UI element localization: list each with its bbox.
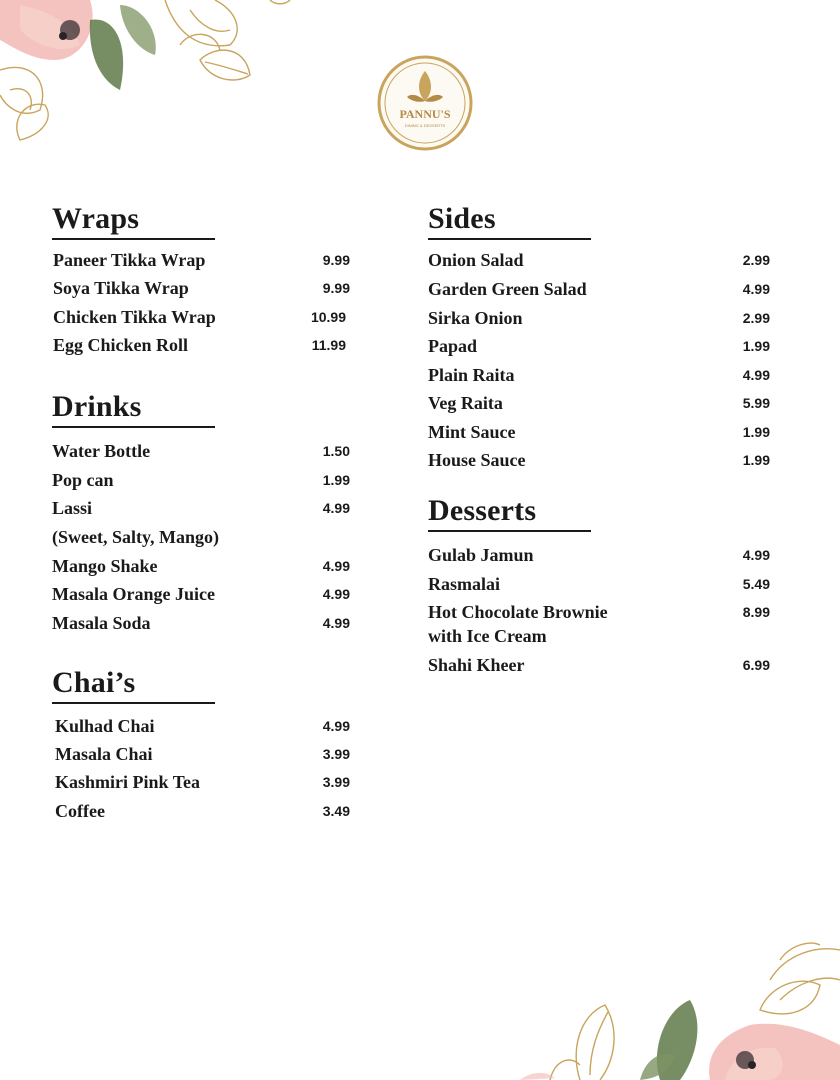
item-name: Egg Chicken Roll bbox=[53, 335, 189, 355]
item-name: Shahi Kheer bbox=[428, 655, 525, 675]
item-name: Rasmalai bbox=[428, 574, 500, 594]
item-name: Gulab Jamun bbox=[428, 545, 534, 565]
item-name: House Sauce bbox=[428, 450, 526, 470]
item-name: Garden Green Salad bbox=[428, 279, 587, 299]
floral-decoration-bottom-right bbox=[520, 940, 840, 1080]
logo-name: PANNU'S bbox=[399, 107, 451, 121]
item-price: 4.99 bbox=[322, 586, 350, 602]
item-price: 2.99 bbox=[742, 252, 770, 268]
item-price: 4.99 bbox=[322, 718, 350, 734]
item-price: 10.99 bbox=[310, 309, 346, 325]
section-title-drinks: Drinks bbox=[52, 392, 215, 428]
section-sides bbox=[428, 204, 770, 474]
item-name: Kashmiri Pink Tea bbox=[55, 772, 201, 792]
item-name: Onion Salad bbox=[428, 250, 524, 270]
item-price: 11.99 bbox=[311, 337, 346, 353]
item-name: (Sweet, Salty, Mango) bbox=[52, 527, 219, 547]
logo-tagline: DINING & DESSERTS bbox=[404, 123, 446, 128]
item-price: 9.99 bbox=[322, 280, 350, 296]
item-price: 4.99 bbox=[742, 281, 770, 297]
section-chais bbox=[52, 668, 352, 828]
item-price: 1.99 bbox=[742, 452, 770, 468]
item-name: Masala Soda bbox=[52, 613, 151, 633]
item-price: 1.99 bbox=[742, 338, 770, 354]
item-price: 9.99 bbox=[322, 252, 350, 268]
item-name: Mango Shake bbox=[52, 556, 158, 576]
item-price: 3.49 bbox=[322, 803, 350, 819]
item-name: Veg Raita bbox=[428, 393, 503, 413]
item-name: Hot Chocolate Brownie bbox=[428, 602, 608, 622]
item-name: Mint Sauce bbox=[428, 422, 516, 442]
item-name: Paneer Tikka Wrap bbox=[53, 250, 206, 270]
section-title-chais: Chai’s bbox=[52, 668, 215, 704]
item-name: Plain Raita bbox=[428, 365, 515, 385]
item-price: 5.49 bbox=[742, 576, 770, 592]
section-desserts bbox=[428, 496, 770, 686]
section-drinks bbox=[52, 392, 352, 642]
section-title-desserts: Desserts bbox=[428, 496, 591, 532]
item-price: 1.99 bbox=[322, 472, 350, 488]
item-name: Chicken Tikka Wrap bbox=[53, 307, 216, 327]
item-price: 4.99 bbox=[742, 367, 770, 383]
item-name: Papad bbox=[428, 336, 478, 356]
item-name: Masala Chai bbox=[55, 744, 153, 764]
restaurant-logo bbox=[375, 53, 475, 153]
item-price: 4.99 bbox=[322, 615, 350, 631]
item-price: 1.99 bbox=[742, 424, 770, 440]
item-name: Kulhad Chai bbox=[55, 716, 155, 736]
section-title-wraps: Wraps bbox=[52, 204, 215, 240]
section-title-sides: Sides bbox=[428, 204, 591, 240]
item-price: 6.99 bbox=[742, 657, 770, 673]
item-price: 3.99 bbox=[322, 774, 350, 790]
item-price: 4.99 bbox=[742, 547, 770, 563]
item-name: Masala Orange Juice bbox=[52, 584, 215, 604]
item-price: 8.99 bbox=[742, 604, 770, 620]
item-price: 5.99 bbox=[742, 395, 770, 411]
item-name: Coffee bbox=[55, 801, 105, 821]
item-name: Pop can bbox=[52, 470, 114, 490]
item-price: 3.99 bbox=[322, 746, 350, 762]
item-name: Sirka Onion bbox=[428, 308, 523, 328]
item-price: 4.99 bbox=[322, 500, 350, 516]
item-name: Water Bottle bbox=[52, 441, 151, 461]
item-price: 4.99 bbox=[322, 558, 350, 574]
section-wraps bbox=[52, 204, 352, 364]
item-name: with Ice Cream bbox=[428, 626, 547, 646]
item-price: 2.99 bbox=[742, 310, 770, 326]
floral-decoration-top-left bbox=[0, 0, 300, 150]
item-name: Lassi bbox=[52, 498, 93, 518]
item-price: 1.50 bbox=[322, 443, 350, 459]
item-name: Soya Tikka Wrap bbox=[53, 278, 189, 298]
